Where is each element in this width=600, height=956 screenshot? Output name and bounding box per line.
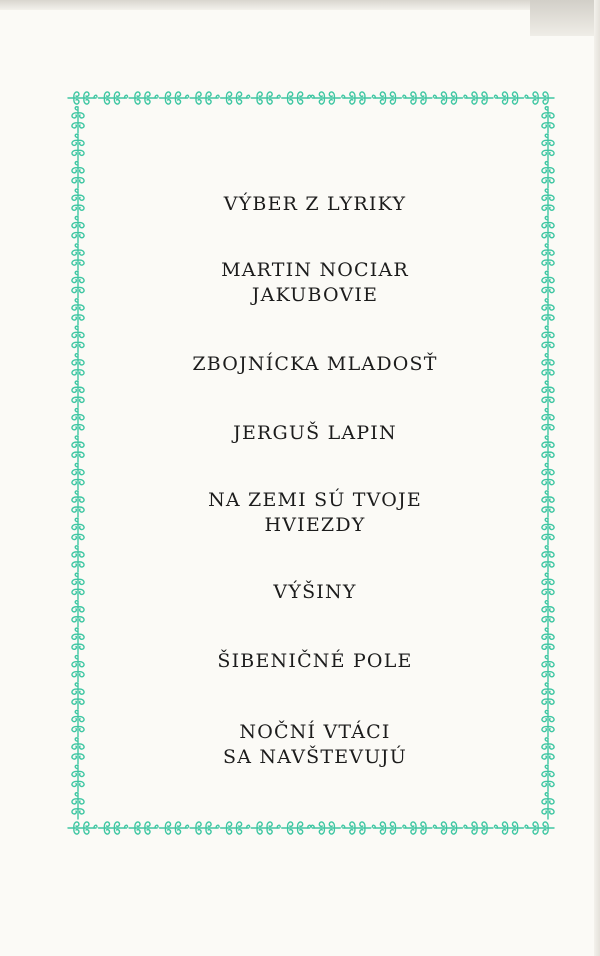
title-jergus-lapin: JERGUŠ LAPIN (233, 422, 397, 444)
title-na-zemi-su-tvoje-hviezdy: NA ZEMI SÚ TVOJE HVIEZDY (208, 489, 422, 536)
title-nocni-vtaci-sa-navstevuju: NOČNÍ VTÁCI SA NAVŠTEVUJÚ (223, 721, 407, 768)
title-martin-nociar-jakubovie: MARTIN NOCIAR JAKUBOVIE (221, 259, 409, 306)
title-vysiny: VÝŠINY (273, 581, 357, 603)
title-vyber-z-lyriky: VÝBER Z LYRIKY (223, 193, 407, 215)
title-zbojnicka-mladost: ZBOJNÍCKA MLADOSŤ (192, 353, 438, 375)
title-sibenicne-pole: ŠIBENIČNÉ POLE (217, 650, 413, 672)
